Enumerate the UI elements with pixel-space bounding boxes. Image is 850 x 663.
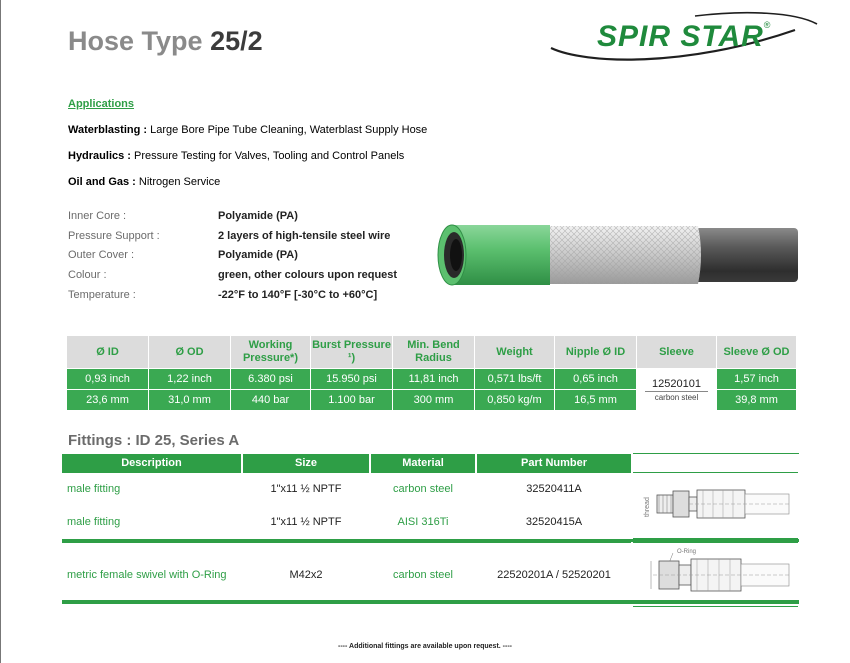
logo-registered-mark: ® — [763, 20, 772, 30]
application-label: Waterblasting : — [68, 124, 148, 136]
application-text: Nitrogen Service — [135, 176, 221, 188]
spec-cell: 39,8 mm — [717, 390, 797, 411]
spec-cell: 1,22 inch — [149, 369, 231, 390]
application-waterblasting — [68, 124, 428, 137]
sleeve-cell — [637, 369, 717, 411]
fitting-size: M42x2 — [242, 543, 370, 607]
spec-cell: 11,81 inch — [393, 369, 475, 390]
fittings-header-cell: Description — [62, 454, 242, 473]
application-label: Hydraulics : — [68, 150, 131, 162]
fitting-part-number: 22520201A / 52520201 — [476, 543, 632, 607]
spec-cell: 440 bar — [231, 390, 311, 411]
spec-label-inner-core: Inner Core : — [68, 210, 127, 222]
spec-header-cell: Sleeve — [637, 336, 717, 369]
fitting-drawing-cell — [632, 473, 799, 539]
spec-table-row-inch — [67, 369, 797, 390]
page-title — [68, 26, 263, 57]
spec-header-cell: Nipple Ø ID — [555, 336, 637, 369]
fitting-row — [62, 473, 799, 506]
male-fitting-drawing — [633, 473, 798, 535]
spec-cell: 0,571 lbs/ft — [475, 369, 555, 390]
fitting-part-number: 32520415A — [476, 506, 632, 539]
fittings-header — [62, 454, 799, 473]
fitting-drawing-cell — [632, 543, 799, 607]
spec-header-cell: Sleeve Ø OD — [717, 336, 797, 369]
spec-table — [66, 335, 797, 411]
spec-header-cell: Weight — [475, 336, 555, 369]
fitting-part-number: 32520411A — [476, 473, 632, 506]
fitting-description: metric female swivel with O-Ring — [62, 543, 242, 607]
fittings-heading: Fittings : ID 25, Series A — [68, 432, 240, 449]
footnote: ---- Additional fittings are available upon request. ---- — [338, 643, 512, 650]
spec-cell: 300 mm — [393, 390, 475, 411]
spec-cell: 1.100 bar — [311, 390, 393, 411]
fittings-header-cell: Material — [370, 454, 476, 473]
application-label: Oil and Gas : — [68, 176, 136, 188]
application-text: Pressure Testing for Valves, Tooling and Control Panels — [130, 150, 405, 162]
spec-header-cell: Ø ID — [67, 336, 149, 369]
spec-header-cell: Burst Pressure ¹) — [311, 336, 393, 369]
spec-header-cell: Min. Bend Radius — [393, 336, 475, 369]
spec-header-cell: Working Pressure*) — [231, 336, 311, 369]
sleeve-number: 12520101 — [652, 377, 701, 390]
fitting-size: 1"x11 ½ NPTF — [242, 473, 370, 506]
spec-value-temperature: -22°F to 140°F [-30°C to +60°C] — [218, 289, 378, 301]
spec-cell: 0,65 inch — [555, 369, 637, 390]
fittings-bottom-bar — [62, 600, 799, 604]
fitting-size: 1"x11 ½ NPTF — [242, 506, 370, 539]
page-edge-line — [0, 0, 1, 663]
spec-cell: 0,850 kg/m — [475, 390, 555, 411]
fitting-material: carbon steel — [370, 543, 476, 607]
logo-wordmark — [597, 20, 771, 54]
hose-cutaway-image — [436, 222, 802, 288]
hose-braid-texture — [536, 226, 701, 284]
fitting-row — [62, 543, 799, 607]
spec-value-colour: green, other colours upon request — [218, 269, 398, 281]
spec-cell: 23,6 mm — [67, 390, 149, 411]
application-oil-gas — [68, 176, 428, 189]
thread-label: thread — [644, 497, 651, 517]
fitting-description: male fitting — [62, 473, 242, 506]
fittings-header-cell: Part Number — [476, 454, 632, 473]
fitting-material: carbon steel — [370, 473, 476, 506]
spec-cell: 0,93 inch — [67, 369, 149, 390]
sleeve-material: carbon steel — [645, 391, 708, 402]
spec-header-cell: Ø OD — [149, 336, 231, 369]
logo-text: SPIR STAR — [597, 20, 764, 53]
spec-table-header — [67, 336, 797, 369]
fittings-table — [62, 453, 800, 607]
spec-value-inner-core: Polyamide (PA) — [218, 210, 298, 222]
spec-value-pressure-support: 2 layers of high-tensile steel wire — [218, 230, 391, 242]
title-prefix: Hose Type — [68, 26, 203, 56]
spec-cell: 16,5 mm — [555, 390, 637, 411]
applications-heading: Applications — [68, 98, 135, 110]
swivel-fitting-drawing — [633, 543, 798, 603]
spec-cell: 1,57 inch — [717, 369, 797, 390]
title-model: 25/2 — [210, 26, 263, 56]
fittings-header-cell: Size — [242, 454, 370, 473]
application-text: Large Bore Pipe Tube Cleaning, Waterblast Supply Hose — [147, 124, 428, 136]
spec-cell: 15.950 psi — [311, 369, 393, 390]
spec-label-outer-cover: Outer Cover : — [68, 249, 135, 261]
oring-label: O-Ring — [677, 549, 697, 555]
fitting-material: AISI 316Ti — [370, 506, 476, 539]
hose-end-bore — [450, 239, 462, 271]
spec-label-temperature: Temperature : — [68, 289, 136, 301]
spec-label-colour: Colour : — [68, 269, 107, 281]
spec-cell: 6.380 psi — [231, 369, 311, 390]
spec-cell: 31,0 mm — [149, 390, 231, 411]
spec-label-pressure-support: Pressure Support : — [68, 230, 160, 242]
spec-value-outer-cover: Polyamide (PA) — [218, 249, 298, 261]
fitting-description: male fitting — [62, 506, 242, 539]
fittings-header-blank — [632, 454, 799, 473]
brand-logo — [545, 8, 825, 66]
application-hydraulics — [68, 150, 428, 163]
